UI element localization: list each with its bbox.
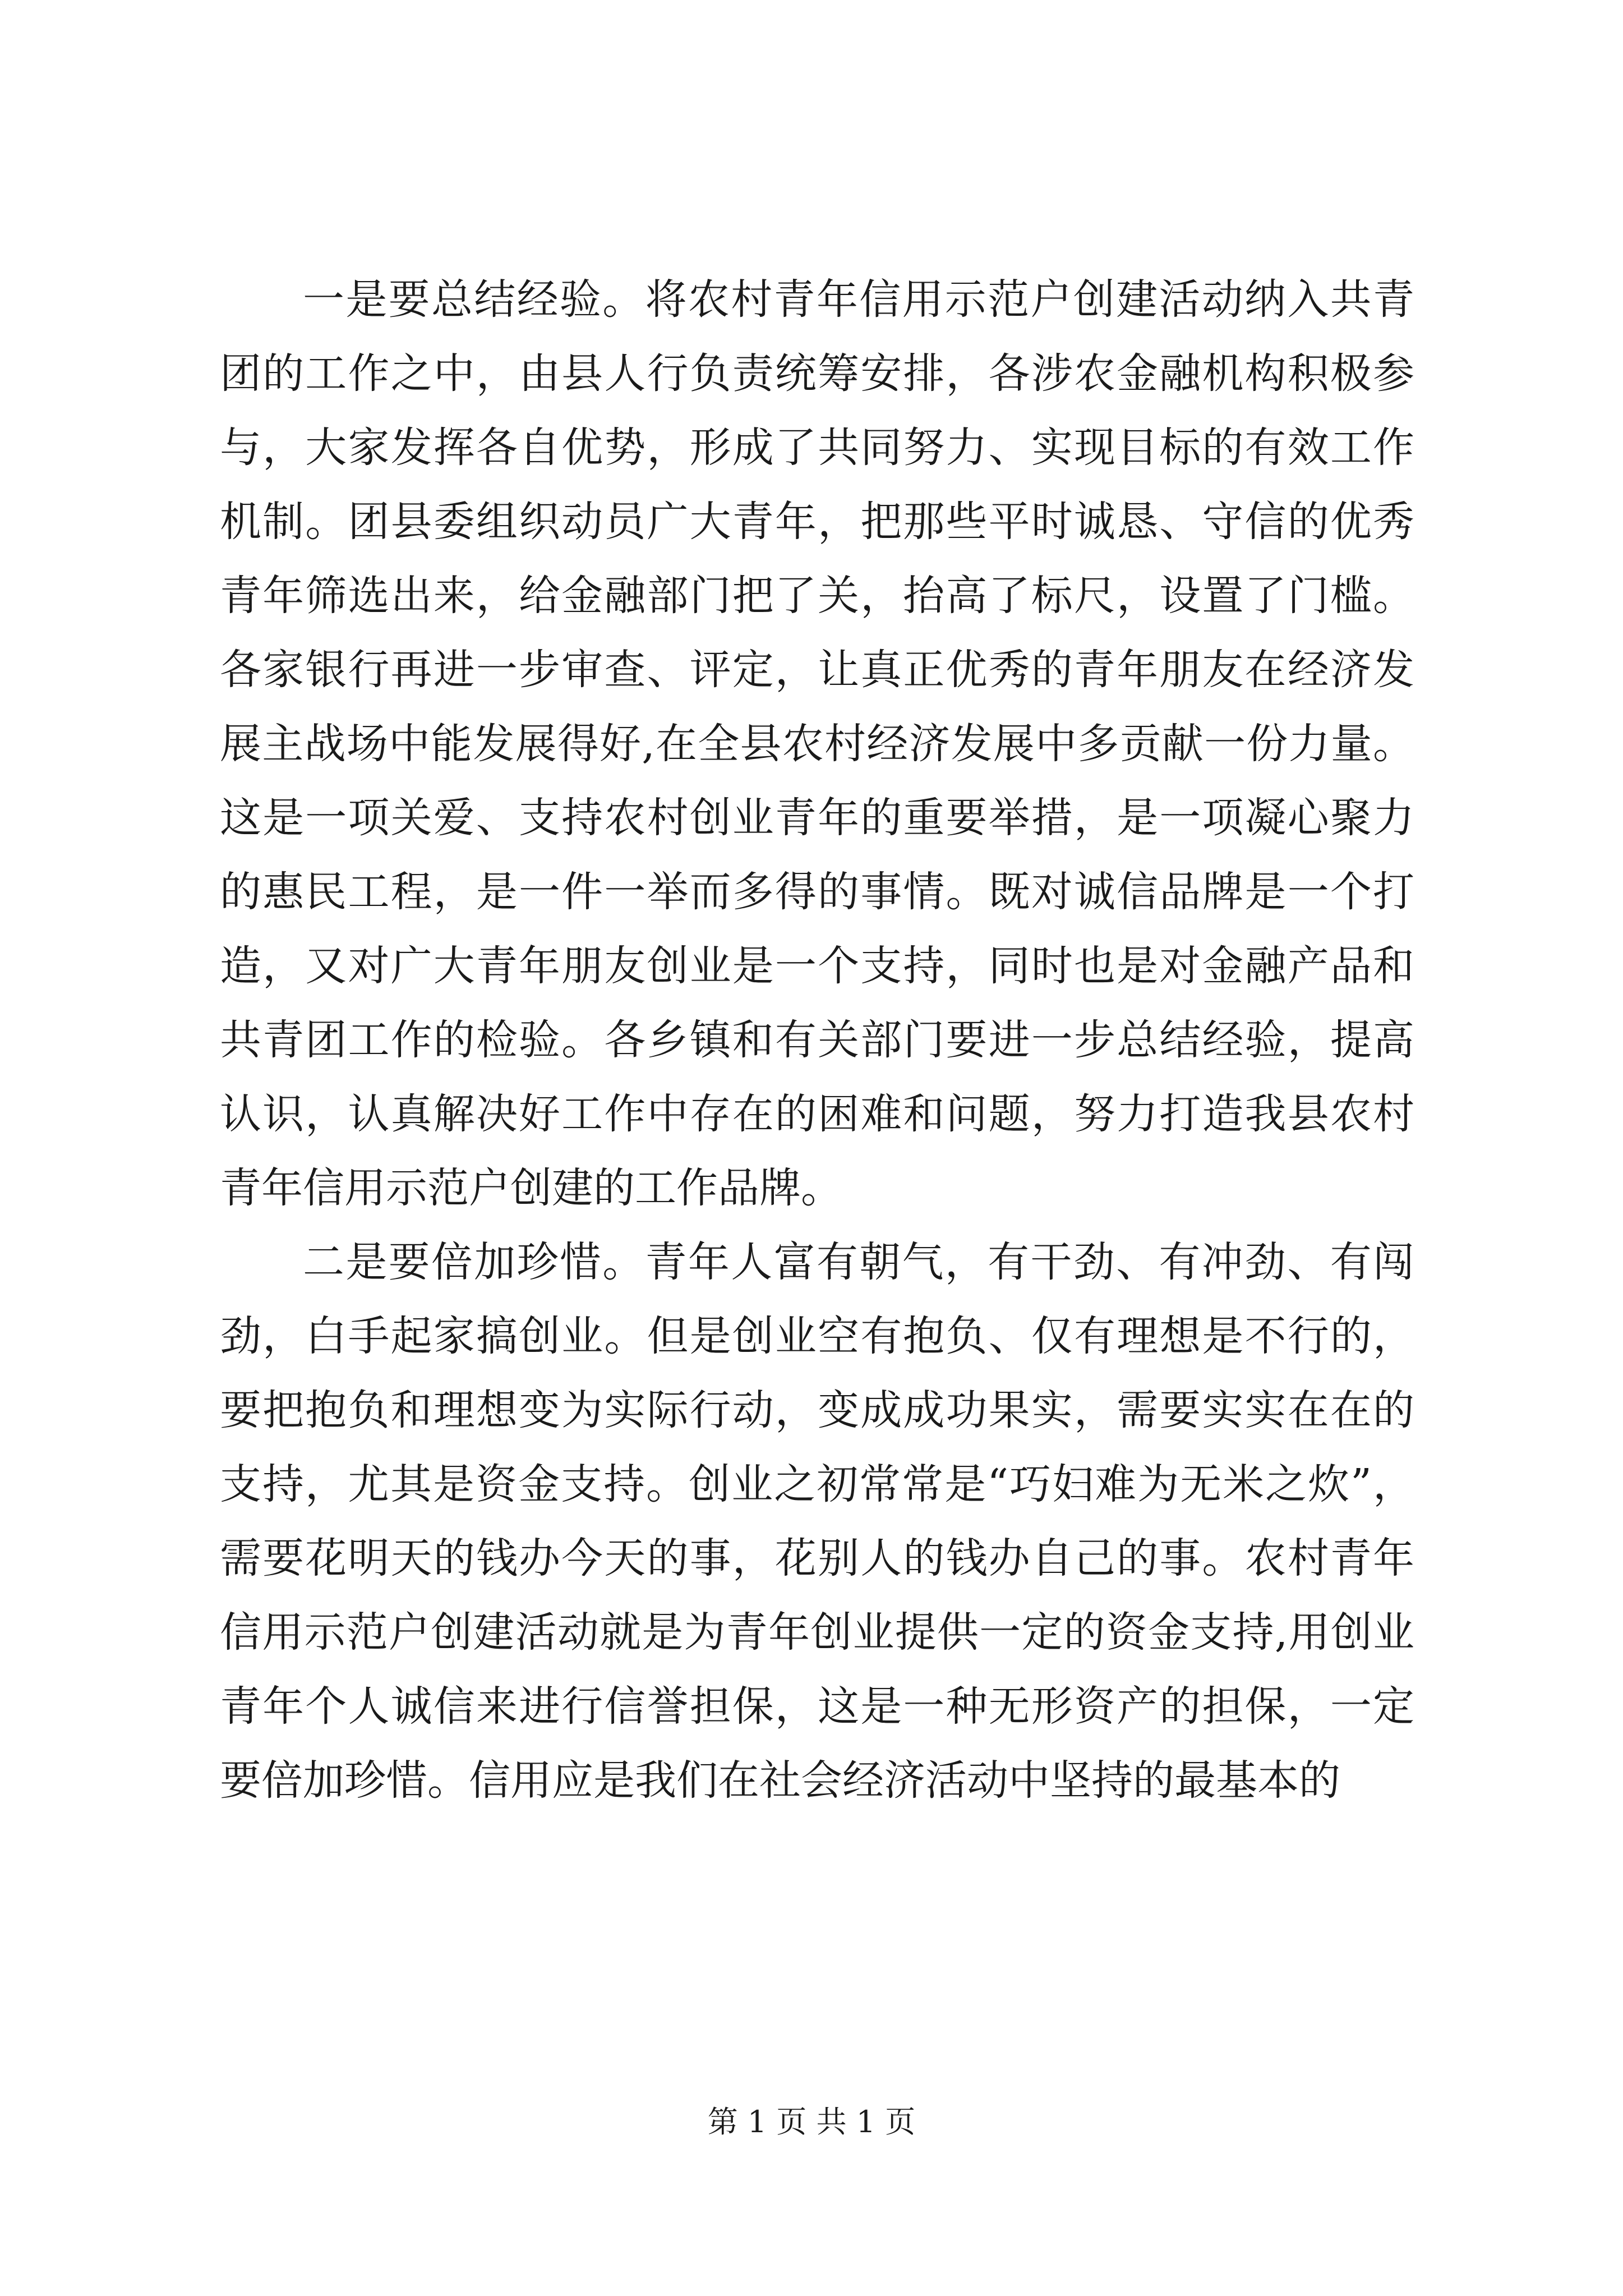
paragraph-cherish: 二是要倍加珍惜。青年人富有朝气，有干劲、有冲劲、有闯劲，白手起家搞创业。但是创业空有抱负、仅有理想是不行的，要把抱负和理想变为实际行动，变成成功果实，需要实实在在的支持，尤其是资金支持。创业之初常常是“巧妇难为无米之炊”，需要花明天的钱办今天的事，花别人的钱办自己的事。农村青年信用示范户创建活动就是为青年创业提供一定的资金支持,用创业青年个人诚信来进行信誉担保，这是一种无形资产的担保，一定要倍加珍惜。信用应是我们在社会经济活动中坚持的最基本的 bbox=[220, 1238, 1414, 1805]
page-footer: 第 1 页 共 1 页 bbox=[707, 2104, 916, 2139]
document-body bbox=[220, 263, 1414, 1818]
paragraph-summarize-experience: 一是要总结经验。将农村青年信用示范户创建活动纳入共青团的工作之中，由县人行负责统筹安排，各涉农金融机构积极参与，大家发挥各自优势，形成了共同努力、实现目标的有效工作机制。团县委组织动员广大青年，把那些平时诚恳、守信的优秀青年筛选出来，给金融部门把了关，抬高了标尺，设置了门槛。各家银行再进一步审查、评定，让真正优秀的青年朋友在经济发展主战场中能发展得好,在全县农村经济发展中多贡献一份力量。这是一项关爱、支持农村创业青年的重要举措，是一项凝心聚力的惠民工程，是一件一举而多得的事情。既对诚信品牌是一个打造，又对广大青年朋友创业是一个支持，同时也是对金融产品和共青团工作的检验。各乡镇和有关部门要进一步总结经验，提高认识，认真解决好工作中存在的困难和问题，努力打造我县农村青年信用示范户创建的工作品牌。 bbox=[220, 275, 1414, 1212]
